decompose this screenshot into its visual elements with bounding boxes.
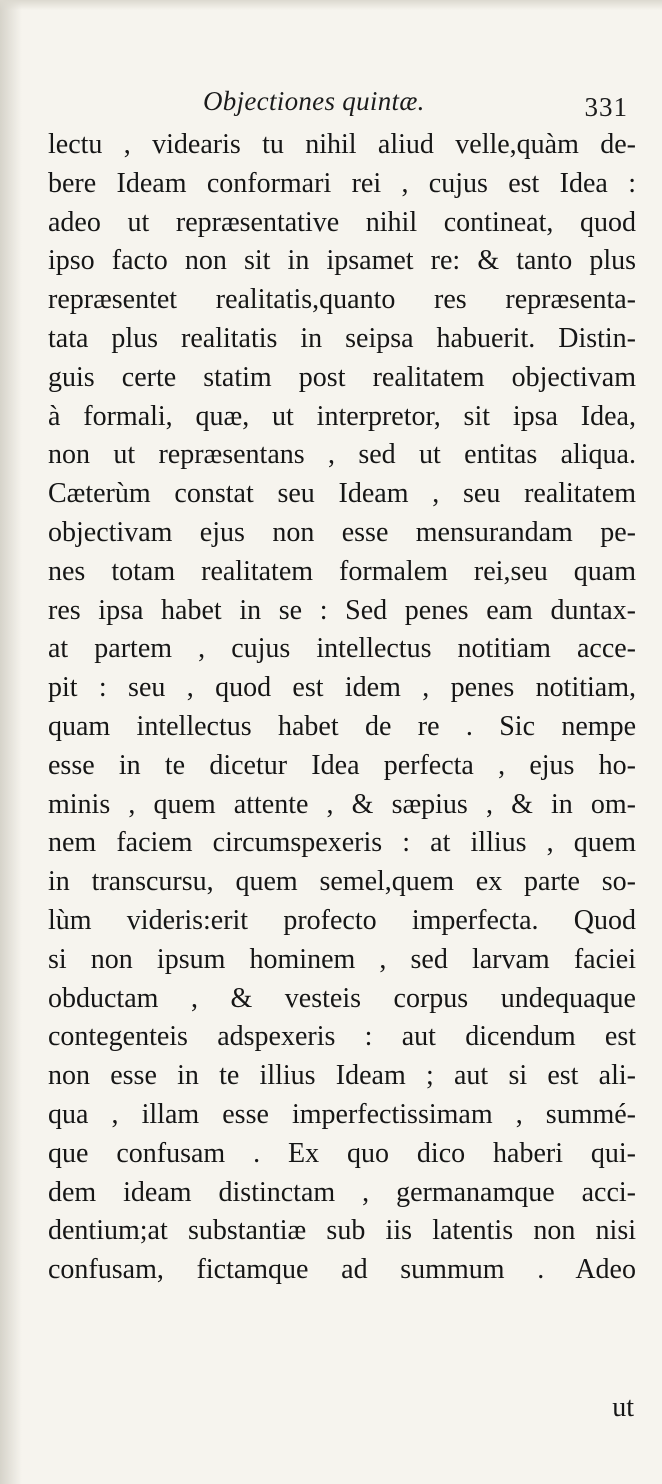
text-line: confusam, fictamque ad summum . Adeo [48,1254,636,1286]
text-line: obductam , & vesteis corpus undequaque [48,982,636,1014]
text-line: Cæterùm constat seu Ideam , seu realitatem [48,478,636,510]
page-header [48,86,628,126]
page-number: 331 [584,92,628,122]
gutter-shadow [0,0,22,1484]
text-line: contegenteis adspexeris : aut dicendum est [48,1021,636,1053]
text-line: minis , quem attente , & sæpius , & in om- [48,788,636,820]
text-line: à formali, quæ, ut interpretor, sit ipsa Idea, [48,400,636,432]
text-line: ipso facto non sit in ipsamet re: & tanto plus [48,245,636,277]
text-line: si non ipsum hominem , sed larvam faciei [48,943,636,975]
catchword: ut [612,1392,634,1423]
text-line: bere Ideam conformari rei , cujus est Idea : [48,167,636,199]
text-line: pit : seu , quod est idem , penes notitiam, [48,672,636,704]
running-title: Objectiones quintæ. [203,86,425,116]
text-line: quam intellectus habet de re . Sic nempe [48,710,636,742]
text-line: nes totam realitatem formalem rei,seu quam [48,555,636,587]
text-line: repræsentet realitatis,quanto res repræsenta- [48,284,636,316]
text-line: lùm videris:erit profecto imperfecta. Quod [48,904,636,936]
text-line: objectivam ejus non esse mensurandam pe- [48,516,636,548]
text-line: non esse in te illius Ideam ; aut si est ali- [48,1060,636,1092]
text-line: at partem , cujus intellectus notitiam acce- [48,633,636,665]
text-line: tata plus realitatis in seipsa habuerit. Distin- [48,322,636,354]
text-line: adeo ut repræsentative nihil contineat, quod [48,206,636,238]
text-line: qua , illam esse imperfectissimam , summé- [48,1098,636,1130]
text-line: lectu , videaris tu nihil aliud velle,quàm de- [48,129,636,160]
body-text [48,126,636,1290]
text-line: res ipsa habet in se : Sed penes eam duntax- [48,594,636,626]
top-edge-shadow [0,0,662,10]
text-line: non ut repræsentans , sed ut entitas aliqua. [48,439,636,471]
text-line: guis certe statim post realitatem objectivam [48,361,636,393]
text-line: que confusam . Ex quo dico haberi qui- [48,1137,636,1169]
text-line: in transcursu, quem semel,quem ex parte so- [48,866,636,898]
text-line: nem faciem circumspexeris : at illius , quem [48,827,636,859]
text-line: dentium;at substantiæ sub iis latentis non nisi [48,1215,636,1247]
text-line: dem ideam distinctam , germanamque acci- [48,1176,636,1208]
text-line: esse in te dicetur Idea perfecta , ejus ho- [48,749,636,781]
